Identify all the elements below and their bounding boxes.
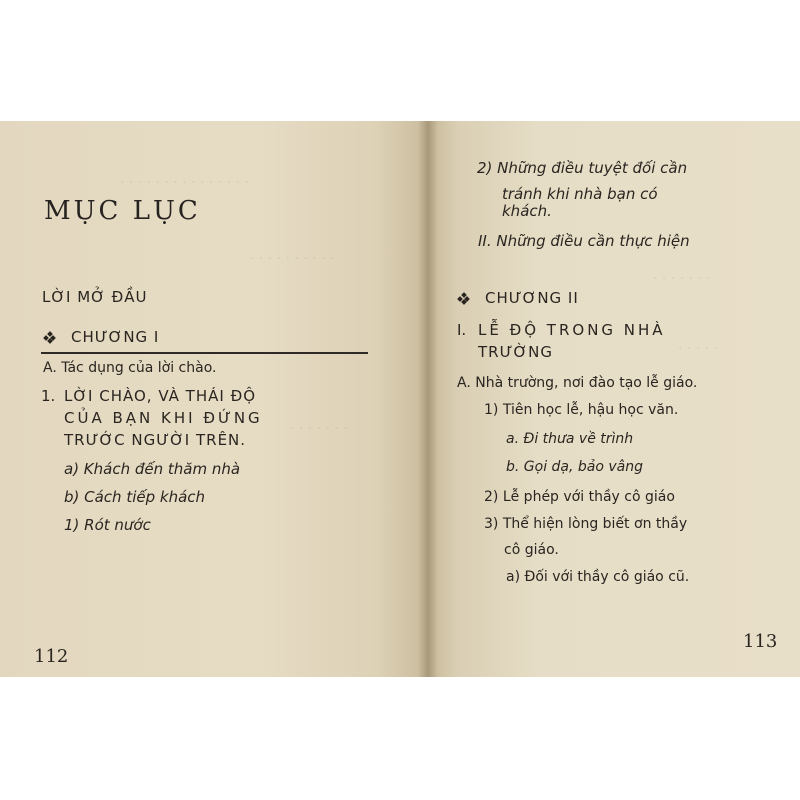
toc-sub-1: 1) Rót nước	[64, 516, 151, 534]
toc-sub-1a: a. Đi thưa về trình	[506, 431, 634, 447]
chapter-1-label: CHƯƠNG I	[71, 328, 160, 346]
toc-item-a: A. Tác dụng của lời chào.	[43, 360, 217, 376]
toc-item-2-line2: tránh khi nhà bạn có	[502, 185, 658, 203]
toc-item-1-line1: LỜI CHÀO, VÀ THÁI ĐỘ	[64, 387, 256, 405]
book-gutter	[418, 121, 438, 677]
toc-item-A: A. Nhà trường, nơi đào tạo lễ giáo.	[457, 375, 698, 391]
diamond-bullet-icon	[44, 332, 55, 343]
chapter-1-heading	[44, 327, 159, 347]
toc-sub-3-line2: cô giáo.	[504, 542, 559, 558]
toc-sub-b: b) Cách tiếp khách	[64, 488, 206, 506]
chapter-2-heading	[458, 288, 579, 308]
toc-item-II: II. Những điều cần thực hiện	[478, 232, 690, 250]
left-page: · · · · · · · · · · · · · · · · · · · · · · · · · · · · · · · · MỤC LỤC LỜI MỞ ĐẦU CHƯƠNG I A. Tác dụng của lời chào. 1. LỜI CHÀO, VÀ THÁI ĐỘ CỦA BẠN KHI ĐỨNG TRƯỚC NGƯỜI TRÊN. a) Khách đến thăm nhà b) Cách tiếp khách 1) Rót nước 112	[0, 121, 428, 677]
right-page: · · · · · · · · · · · · 2) Những điều tuyệt đối cần tránh khi nhà bạn có khách. II. Những điều cần thực hiện CHƯƠNG II I. LỄ ĐỘ TRONG NHÀ TRƯỜNG A. Nhà trường, nơi đào tạo lễ giáo. 1) Tiên học lễ, hậu học văn. a. Đi thưa về trình b. Gọi dạ, bảo vâng 2) Lễ phép với thầy cô giáo 3) Thể hiện lòng biết ơn thầy cô giáo. a) Đối với thầy cô giáo cũ. 113	[428, 121, 800, 677]
toc-sub-a: a) Khách đến thăm nhà	[64, 460, 241, 478]
toc-item-1-number: 1.	[41, 387, 56, 405]
diamond-bullet-icon	[458, 293, 469, 304]
toc-title: MỤC LỤC	[44, 196, 201, 226]
toc-item-2-line3: khách.	[502, 202, 552, 220]
toc-item-I-number: I.	[457, 321, 467, 339]
toc-sub-3a: a) Đối với thầy cô giáo cũ.	[506, 569, 690, 585]
page-number-right: 113	[743, 631, 778, 652]
toc-item-I-line2: TRƯỜNG	[478, 343, 553, 361]
page-number-left: 112	[34, 646, 69, 667]
open-book	[0, 121, 800, 677]
toc-sub-2: 2) Lễ phép với thầy cô giáo	[484, 489, 675, 505]
toc-item-1-line2: CỦA BẠN KHI ĐỨNG	[64, 409, 263, 427]
toc-item-1-line3: TRƯỚC NGƯỜI TRÊN.	[64, 431, 247, 449]
title-underline	[41, 352, 368, 354]
intro-heading: LỜI MỞ ĐẦU	[42, 288, 148, 306]
toc-sub-1: 1) Tiên học lễ, hậu học văn.	[484, 402, 679, 418]
chapter-2-label: CHƯƠNG II	[485, 289, 579, 307]
toc-sub-1b: b. Gọi dạ, bảo vâng	[506, 459, 644, 475]
toc-item-2-line1: 2) Những điều tuyệt đối cần	[477, 159, 688, 177]
toc-item-I-line1: LỄ ĐỘ TRONG NHÀ	[478, 321, 666, 339]
toc-sub-3-line1: 3) Thể hiện lòng biết ơn thầy	[484, 516, 688, 532]
